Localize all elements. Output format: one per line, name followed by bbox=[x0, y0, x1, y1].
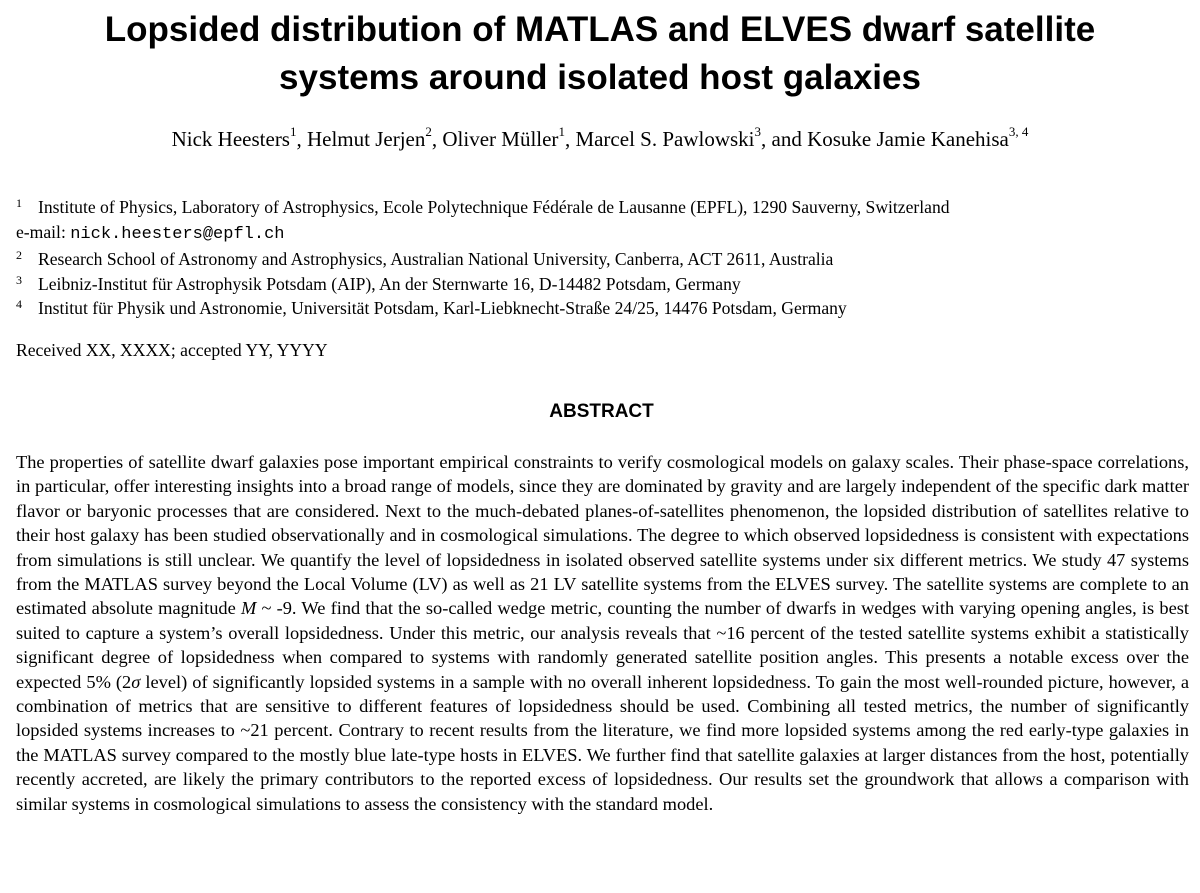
author: Nick Heesters bbox=[171, 127, 290, 151]
math-symbol-m: M bbox=[240, 598, 257, 619]
affiliation bbox=[16, 195, 1196, 220]
affiliation-text: Institut für Physik und Astronomie, Universität Potsdam, Karl-Liebknecht-Straße 24/25, 14476 Potsdam, Germany bbox=[38, 298, 847, 318]
affiliation bbox=[16, 247, 1196, 272]
author-list bbox=[0, 124, 1200, 154]
email-label: e-mail: bbox=[16, 221, 71, 242]
affiliation-number: 4 bbox=[16, 297, 22, 311]
affiliation-number: 2 bbox=[16, 248, 22, 262]
author-separator: , bbox=[431, 127, 443, 151]
title-line-2: systems around isolated host galaxies bbox=[279, 58, 921, 97]
abstract-part-2: ~ -9. We find that the so-called wedge metric, counting the number of dwarfs in wedges with varying opening angles, is best suited to capture a system’s overall lopsidedness. Under this metric, our analysis reveals that ~16 percent of the tested satellite systems exhibit a statistically significant degree of lopsidedness when compared to systems with randomly generated satellite position angles. This presents a notable excess over the expected 5% (2 bbox=[16, 598, 1189, 692]
title-line-1: Lopsided distribution of MATLAS and ELVES dwarf satellite bbox=[104, 10, 1096, 49]
affiliation bbox=[16, 272, 1196, 297]
author-separator: , and bbox=[761, 127, 808, 151]
email-link[interactable]: nick.heesters@epfl.ch bbox=[70, 224, 285, 244]
author-separator: , bbox=[564, 127, 576, 151]
abstract-part-1: The properties of satellite dwarf galaxies pose important empirical constraints to verify cosmological models on galaxy scales. Their phase-space correlations, in particular, offer interesting insights into a broad range of models, since they are dominated by gravity and are largely independent of the specific dark matter flavor or baryonic processes that are considered. Next to the much-debated planes-of-satellites phenomenon, the lopsided distribution of satellites relative to their host galaxy has been studied observationally and in cosmological simulations. The degree to which observed lopsidedness is consistent with expectations from simulations is still unclear. We quantify the level of lopsidedness in isolated observed satellite systems under six different metrics. We study 47 systems from the MATLAS survey beyond the Local Volume (LV) as well as 21 LV satellite systems from the ELVES survey. The satellite systems are complete to an estimated absolute magnitude bbox=[16, 452, 1189, 619]
abstract-text bbox=[16, 450, 1189, 816]
affiliation-list bbox=[16, 195, 1196, 321]
email-line bbox=[16, 220, 1196, 248]
author-separator: , bbox=[296, 127, 307, 151]
author: Oliver Müller bbox=[442, 127, 559, 151]
author: Marcel S. Pawlowski bbox=[575, 127, 755, 151]
author: Helmut Jerjen bbox=[306, 127, 426, 151]
abstract-part-3: level) of significantly lopsided systems in a sample with no overall inherent lopsidedness. To gain the most well-rounded picture, however, a combination of metrics that are sensitive to different features of lopsidedness should be used. Combining all tested metrics, the number of significantly lopsided systems increases to ~21 percent. Contrary to recent results from the literature, we find more lopsided systems among the red early-type galaxies in the MATLAS survey compared to the mostly blue late-type hosts in ELVES. We further find that satellite galaxies at larger distances from the host, potentially recently accreted, are likely the primary contributors to the reported excess of lopsidedness. Our results set the groundwork that allows a comparison with similar systems in cosmological simulations to assess the consistency with the standard model. bbox=[16, 671, 1189, 814]
author-affiliation-mark: 3 bbox=[754, 124, 762, 139]
affiliation bbox=[16, 296, 1196, 321]
affiliation-number: 3 bbox=[16, 272, 22, 287]
paper-title bbox=[0, 6, 1200, 102]
abstract-heading: ABSTRACT bbox=[549, 401, 654, 422]
author-affiliation-mark: 1 bbox=[558, 124, 565, 139]
author-affiliation-mark: 1 bbox=[289, 124, 297, 139]
received-dates: Received XX, XXXX; accepted YY, YYYY bbox=[16, 340, 328, 360]
affiliation-text: Institute of Physics, Laboratory of Astrophysics, Ecole Polytechnique Fédérale de Lausanne (EPFL), 1290 Sauverny, Switzerland bbox=[38, 197, 950, 217]
author-affiliation-mark: 2 bbox=[425, 124, 432, 139]
affiliation-number: 1 bbox=[16, 196, 22, 210]
author: Kosuke Jamie Kanehisa bbox=[807, 127, 1009, 151]
affiliation-text: Leibniz-Institut für Astrophysik Potsdam (AIP), An der Sternwarte 16, D-14482 Potsdam, Germany bbox=[38, 273, 741, 294]
affiliation-text: Research School of Astronomy and Astrophysics, Australian National University, Canberra, ACT 2611, Australia bbox=[38, 249, 834, 269]
math-symbol-sigma: σ bbox=[131, 671, 141, 692]
author-affiliation-mark: 3, 4 bbox=[1008, 124, 1029, 139]
